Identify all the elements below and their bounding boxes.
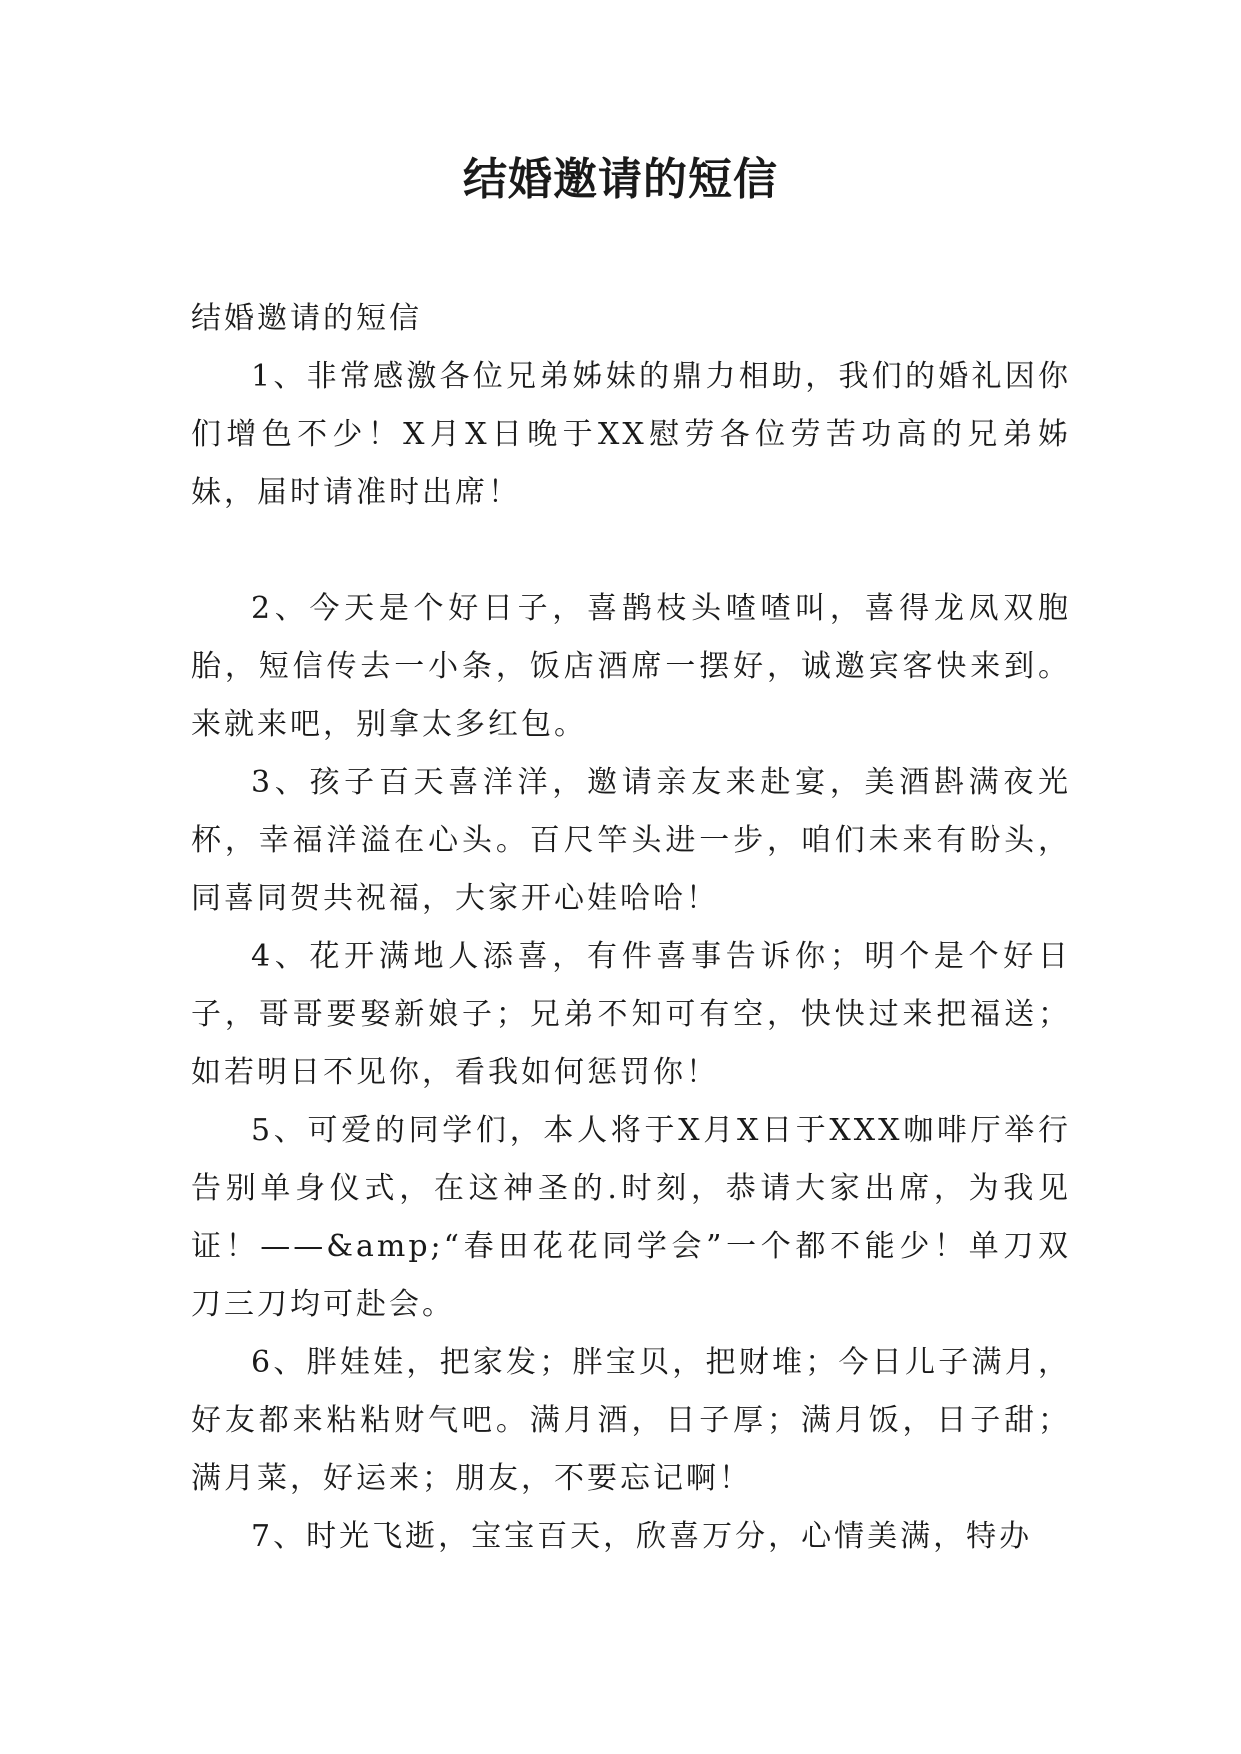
- paragraph-4: 4、花开满地人添喜，有件喜事告诉你；明个是个好日子，哥哥要娶新娘子；兄弟不知可有空，快快过来把福送；如若明日不见你，看我如何惩罚你！: [191, 939, 1071, 1090]
- paragraph-7: 7、时光飞逝，宝宝百天，欣喜万分，心情美满，特办: [251, 1519, 1033, 1554]
- document-body: [191, 290, 1071, 1566]
- document-subtitle: 结婚邀请的短信: [191, 301, 422, 336]
- paragraph-6: 6、胖娃娃，把家发；胖宝贝，把财堆；今日儿子满月，好友都来粘粘财气吧。满月酒，日子厚；满月饭，日子甜；满月菜，好运来；朋友，不要忘记啊！: [191, 1345, 1071, 1496]
- paragraph-2: 2、今天是个好日子，喜鹊枝头喳喳叫，喜得龙凤双胞胎，短信传去一小条，饭店酒席一摆好，诚邀宾客快来到。来就来吧，别拿太多红包。: [191, 591, 1071, 742]
- paragraph-5: 5、可爱的同学们，本人将于X月X日于XXX咖啡厅举行告别单身仪式，在这神圣的.时刻，恭请大家出席，为我见证！——&amp;“春田花花同学会”一个都不能少！单刀双刀三刀均可赴会。: [191, 1113, 1071, 1322]
- paragraph-3: 3、孩子百天喜洋洋，邀请亲友来赴宴，美酒斟满夜光杯，幸福洋溢在心头。百尺竿头进一步，咱们未来有盼头，同喜同贺共祝福，大家开心娃哈哈！: [191, 765, 1071, 916]
- paragraph-1: 1、非常感激各位兄弟姊妹的鼎力相助，我们的婚礼因你们增色不少！X月X日晚于XX慰劳各位劳苦功高的兄弟姊妹，届时请准时出席！: [191, 359, 1071, 510]
- document-title: 结婚邀请的短信: [463, 154, 778, 205]
